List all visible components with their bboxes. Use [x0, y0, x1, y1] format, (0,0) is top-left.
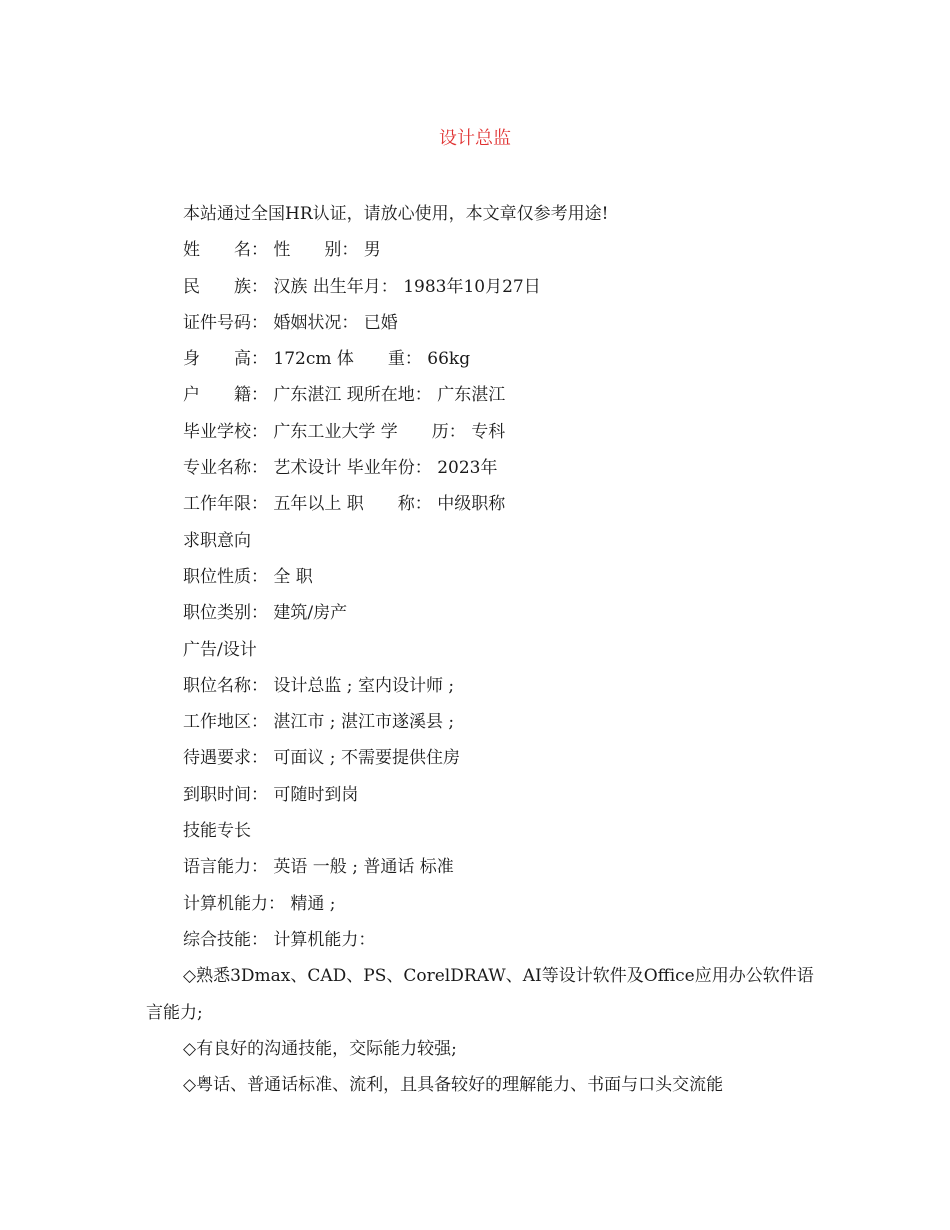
job-category-continued-line: 广告/设计: [183, 639, 257, 660]
salary-line: 待遇要求： 可面议 ; 不需要提供住房: [183, 748, 460, 769]
school-education-line: 毕业学校： 广东工业大学 学 历： 专科: [183, 421, 506, 442]
section-job-intention: 求职意向: [183, 530, 251, 551]
computer-skill-line: 计算机能力： 精通 ;: [183, 893, 336, 914]
job-nature-line: 职位性质： 全 职: [183, 566, 313, 587]
start-time-line: 到职时间： 可随时到岗: [183, 784, 359, 805]
skill-paragraph-communication: ◇有良好的沟通技能，交际能力较强;: [183, 1038, 457, 1059]
language-skill-line: 语言能力： 英语 一般 ; 普通话 标准: [183, 857, 454, 878]
job-category-line: 职位类别： 建筑/房产: [183, 603, 348, 624]
section-skills: 技能专长: [183, 821, 251, 842]
ethnicity-birth-line: 民 族： 汉族 出生年月： 1983年10月27日: [183, 276, 541, 297]
general-skill-line: 综合技能： 计算机能力：: [183, 929, 376, 950]
major-graduation-line: 专业名称： 艺术设计 毕业年份： 2023年: [183, 458, 498, 479]
experience-title-line: 工作年限： 五年以上 职 称： 中级职称: [183, 494, 506, 515]
job-title-line: 职位名称： 设计总监 ; 室内设计师 ;: [183, 675, 455, 696]
skill-paragraph-software: ◇熟悉3Dmax、CAD、PS、CorelDRAW、AI等设计软件及Office应用办公软件语言能力;: [146, 966, 814, 1023]
document-title: 设计总监: [439, 128, 511, 149]
work-area-line: 工作地区： 湛江市 ; 湛江市遂溪县 ;: [183, 712, 455, 733]
id-marital-line: 证件号码： 婚姻状况： 已婚: [183, 312, 398, 333]
notice-line: 本站通过全国HR认证，请放心使用，本文章仅参考用途!: [183, 204, 609, 224]
height-weight-line: 身 高： 172cm 体 重： 66kg: [183, 349, 471, 370]
hukou-residence-line: 户 籍： 广东湛江 现所在地： 广东湛江: [183, 385, 506, 406]
name-gender-line: 姓 名： 性 别： 男: [183, 240, 381, 261]
skill-paragraph-language: ◇粤话、普通话标准、流利，且具备较好的理解能力、书面与口头交流能: [183, 1075, 724, 1096]
document-body: [146, 196, 816, 1103]
